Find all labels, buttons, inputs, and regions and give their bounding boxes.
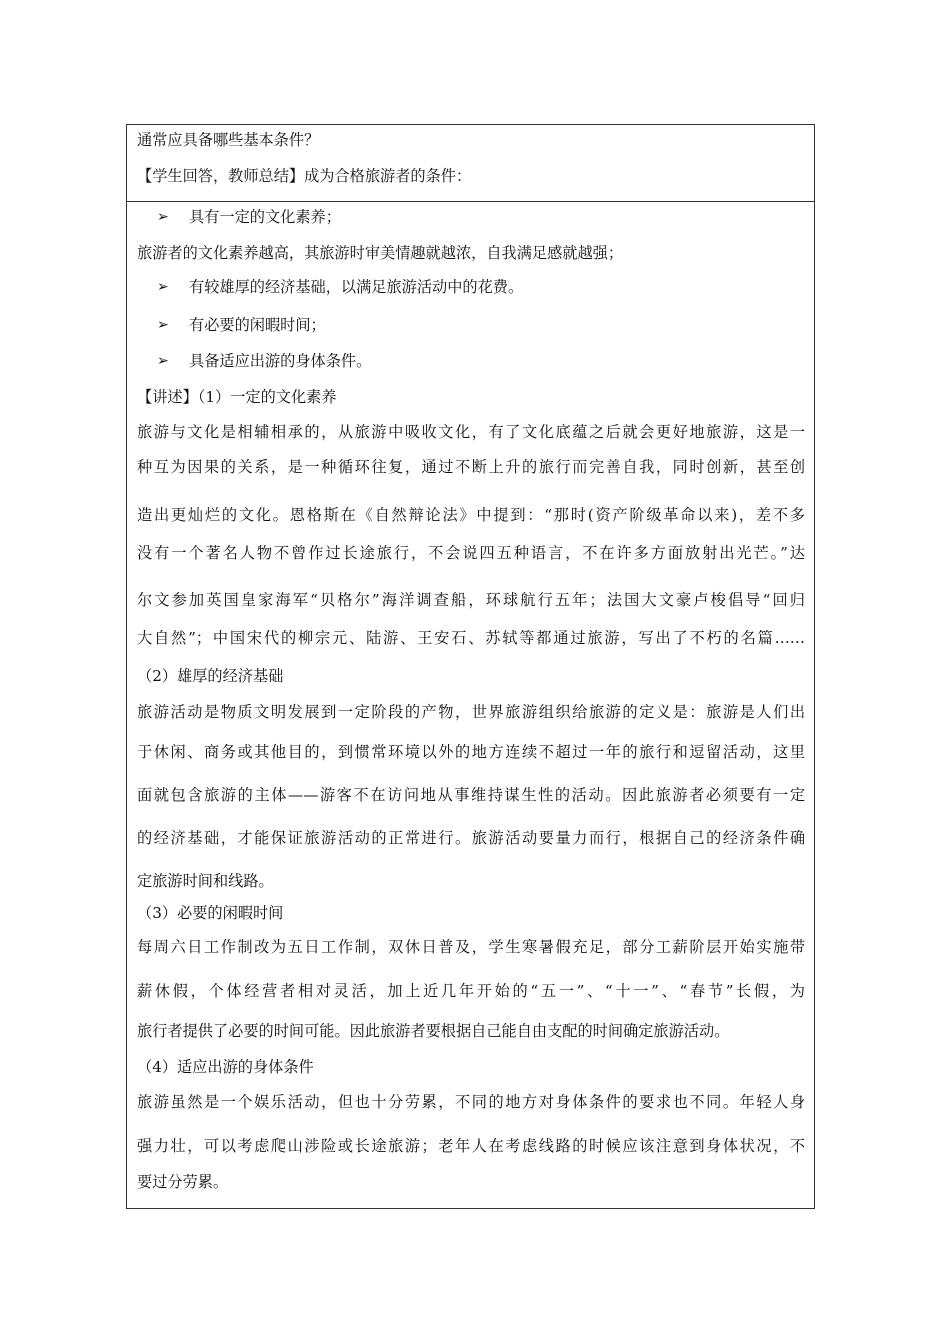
paragraph-line: 薪休假，个体经营者相对灵活，加上近几年开始的“五一”、“十一”、“春节”长假，为 [137,982,805,1000]
section-2-heading: （2）雄厚的经济基础 [137,667,284,685]
paragraph-line: 于休闲、商务或其他目的，到惯常环境以外的地方连续不超过一年的旅行和逗留活动，这里 [137,743,805,761]
section-1-heading: 【讲述】（1）一定的文化素养 [137,388,337,406]
bullet-leisure: 有必要的闲暇时间； [189,316,326,334]
paragraph-line: 旅游与文化是相辅相承的，从旅游中吸收文化，有了文化底蕴之后就会更好地旅游，这是一 [137,423,805,441]
paragraph-line: 旅游活动是物质文明发展到一定阶段的产物，世界旅游组织给旅游的定义是：旅游是人们出 [137,703,805,721]
answer-heading: 【学生回答，教师总结】成为合格旅游者的条件： [137,167,472,185]
paragraph-line: 强力壮，可以考虑爬山涉险或长途旅游；老年人在考虑线路的时候应该注意到身体状况，不 [137,1137,805,1155]
paragraph-line: 每周六日工作制改为五日工作制，双休日普及，学生寒暑假充足，部分工薪阶层开始实施带 [137,938,805,956]
bullet-health: 具备适应出游的身体条件。 [189,352,372,370]
paragraph-line: 的经济基础，才能保证旅游活动的正常进行。旅游活动要量力而行，根据自己的经济条件确 [137,829,805,847]
paragraph-line: 尔文参加英国皇家海军“贝格尔”海洋调查船，环球航行五年；法国大文豪卢梭倡导“回归 [137,591,805,609]
paragraph-line: 种互为因果的关系，是一种循环往复，通过不断上升的旅行而完善自我，同时创新，甚至创 [137,458,805,476]
lesson-table [126,124,815,1209]
question-line: 通常应具备哪些基本条件？ [137,131,320,149]
paragraph-line: 定旅游时间和线路。 [137,872,274,890]
bullet-arrow-icon: ➢ [157,317,169,333]
paragraph-line: 面就包含旅游的主体——游客不在访问地从事维持谋生性的活动。因此旅游者必须要有一定 [137,786,805,804]
paragraph-line: 没有一个著名人物不曾作过长途旅行，不会说四五种语言，不在许多方面放射出光芒。”达 [137,544,805,562]
section-3-heading: （3）必要的闲暇时间 [137,904,284,922]
section-4-heading: （4）适应出游的身体条件 [137,1058,314,1076]
paragraph-line: 旅行者提供了必要的时间可能。因此旅游者要根据自己能自由支配的时间确定旅游活动。 [137,1022,730,1040]
paragraph-line: 要过分劳累。 [137,1173,229,1191]
paragraph-line: 造出更灿烂的文化。恩格斯在《自然辩论法》中提到：“那时(资产阶级革命以来)，差不多 [137,506,805,524]
bullet-arrow-icon: ➢ [157,209,169,225]
culture-note: 旅游者的文化素养越高，其旅游时审美情趣就越浓，自我满足感就越强； [137,244,623,262]
table-row-top [127,125,814,202]
bullet-arrow-icon: ➢ [157,279,169,295]
bullet-arrow-icon: ➢ [157,353,169,369]
bullet-economy: 有较雄厚的经济基础，以满足旅游活动中的花费。 [189,278,524,296]
paragraph-line: 大自然”；中国宋代的柳宗元、陆游、王安石、苏轼等都通过旅游，写出了不朽的名篇…… [137,629,805,647]
paragraph-line: 旅游虽然是一个娱乐活动，但也十分劳累，不同的地方对身体条件的要求也不同。年轻人身 [137,1093,805,1111]
bullet-culture: 具有一定的文化素养； [189,208,341,226]
